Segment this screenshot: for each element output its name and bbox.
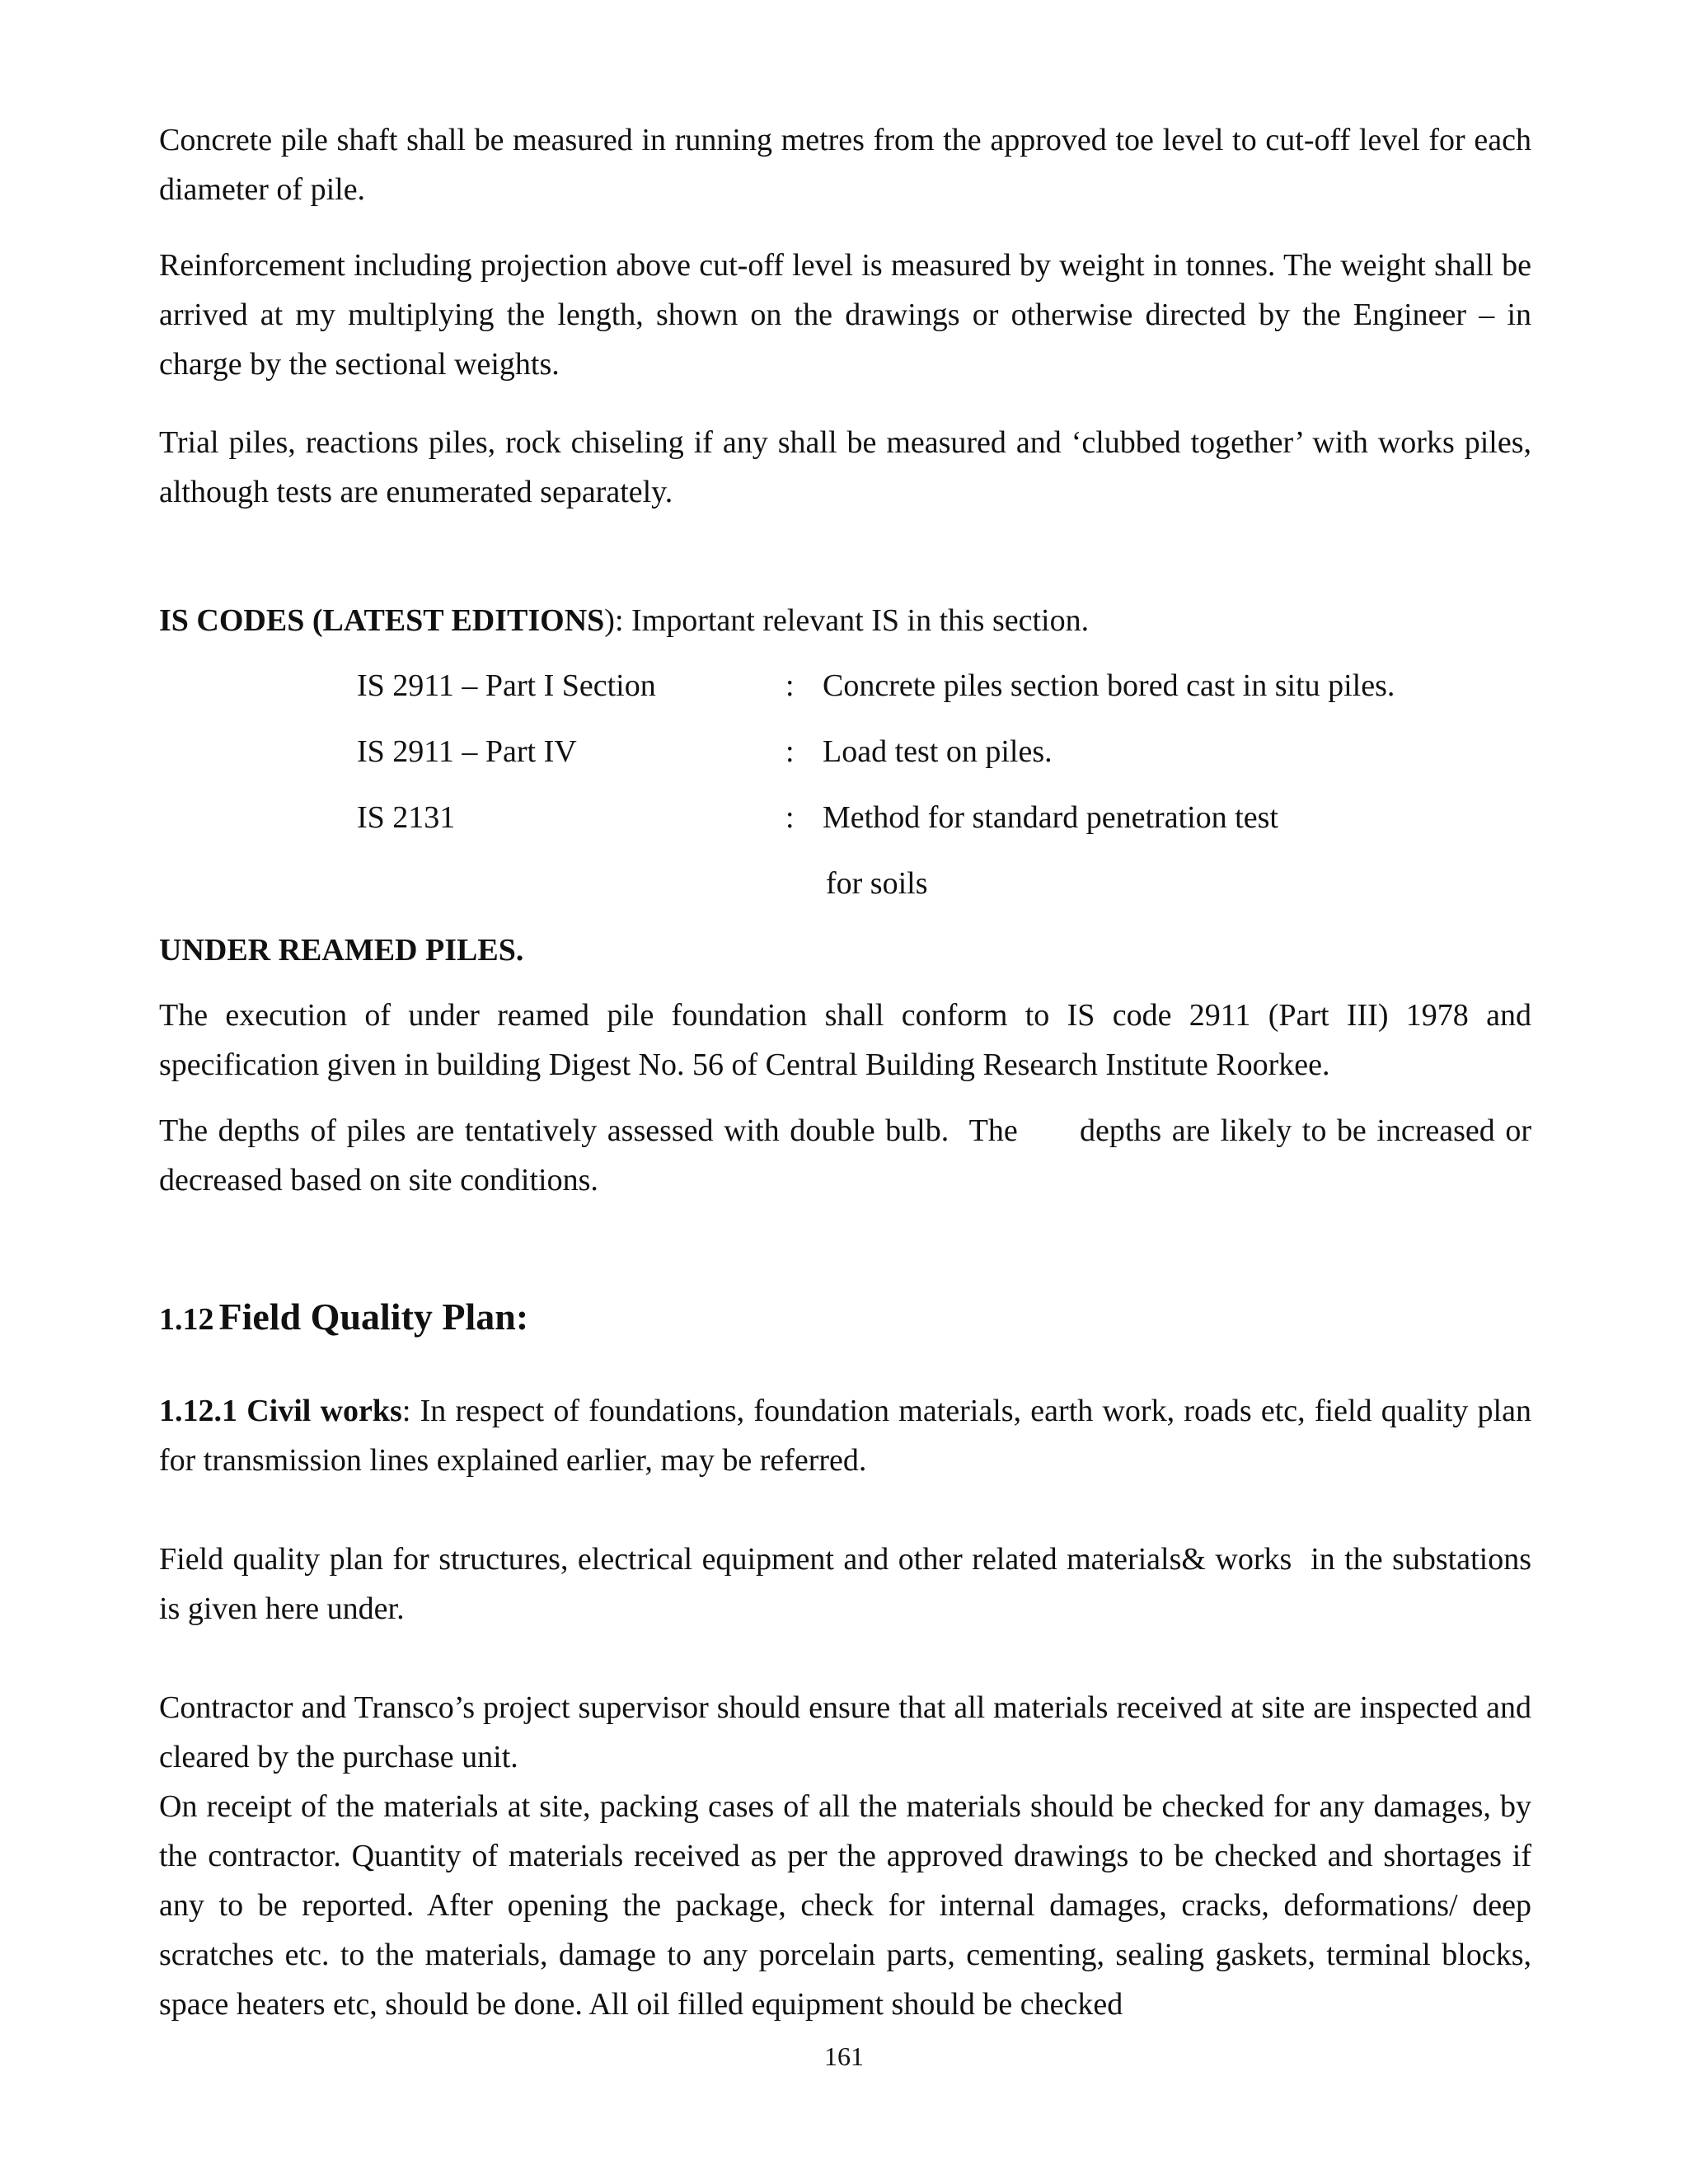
is-codes-heading bbox=[159, 596, 1089, 645]
is-code-id: IS 2911 – Part I Section bbox=[357, 668, 656, 703]
paragraph-civil-works bbox=[159, 1386, 1531, 1485]
paragraph-pile-depths: The depths of piles are tentatively assessed with double bulb. The depths are likely to be increased or decreased based on site conditions. bbox=[159, 1113, 1540, 1197]
section-title: Field Quality Plan: bbox=[218, 1296, 529, 1338]
paragraph-pile-shaft: Concrete pile shaft shall be measured in running metres from the approved toe level to cut-off level for each diameter of pile. bbox=[159, 123, 1531, 207]
civil-works-label: 1.12.1 Civil works bbox=[159, 1394, 402, 1428]
paragraph-contractor-supervisor: Contractor and Transco’s project supervisor should ensure that all materials received at site are inspected and cleared by the purchase unit. bbox=[159, 1690, 1531, 1774]
is-code-description: Concrete piles section bored cast in situ piles. bbox=[823, 668, 1395, 703]
is-code-colon: : bbox=[785, 734, 795, 769]
is-code-description: Load test on piles. bbox=[823, 734, 1053, 769]
under-reamed-heading: UNDER REAMED PILES. bbox=[159, 933, 524, 968]
paragraph-under-reamed-execution: The execution of under reamed pile foundation shall conform to IS code 2911 (Part III) 1978 and specification given in building Digest No. 56 of Central Building Research Institute Roorkee. bbox=[159, 998, 1531, 1082]
is-codes-heading-bold: IS CODES (LATEST EDITIONS bbox=[159, 603, 605, 638]
is-code-description: Method for standard penetration test bbox=[823, 800, 1278, 835]
is-code-colon: : bbox=[785, 668, 795, 703]
section-heading bbox=[159, 1284, 528, 1357]
paragraph-reinforcement: Reinforcement including projection above cut-off level is measured by weight in tonnes. The weight shall be arrived at my multiplying the length, shown on the drawings or otherwise directed by the Engineer – in charge by the sectional weights. bbox=[159, 248, 1531, 382]
is-code-id: IS 2131 bbox=[357, 800, 456, 835]
page-number: 161 bbox=[824, 2041, 864, 2071]
is-code-description-continuation: for soils bbox=[826, 866, 928, 901]
paragraph-trial-piles: Trial piles, reactions piles, rock chiseling if any shall be measured and ‘clubbed together’ with works piles, although tests are enumerated separately. bbox=[159, 425, 1531, 509]
paragraph-field-quality-plan: Field quality plan for structures, electrical equipment and other related materials& works in the substations is given here under. bbox=[159, 1542, 1540, 1626]
civil-works-text: : In respect of foundations, foundation materials, earth work, roads etc, field quality plan for transmission lines explained earlier, may be referred. bbox=[159, 1394, 1531, 1478]
is-code-colon: : bbox=[785, 800, 795, 835]
paragraph-receipt-of-materials: On receipt of the materials at site, packing cases of all the materials should be checked for any damages, by the contractor. Quantity of materials received as per the approved drawings to be checked and shortages if any to be reported. After opening the package, check for internal damages, cracks, deformations/ deep scratches etc. to the materials, damage to any porcelain parts, cementing, sealing gaskets, terminal blocks, space heaters etc, should be done. All oil filled equipment should be checked bbox=[159, 1789, 1531, 2022]
is-codes-heading-rest: ): Important relevant IS in this section. bbox=[604, 603, 1090, 638]
section-number: 1.12 bbox=[159, 1302, 214, 1337]
is-code-id: IS 2911 – Part IV bbox=[357, 734, 577, 769]
